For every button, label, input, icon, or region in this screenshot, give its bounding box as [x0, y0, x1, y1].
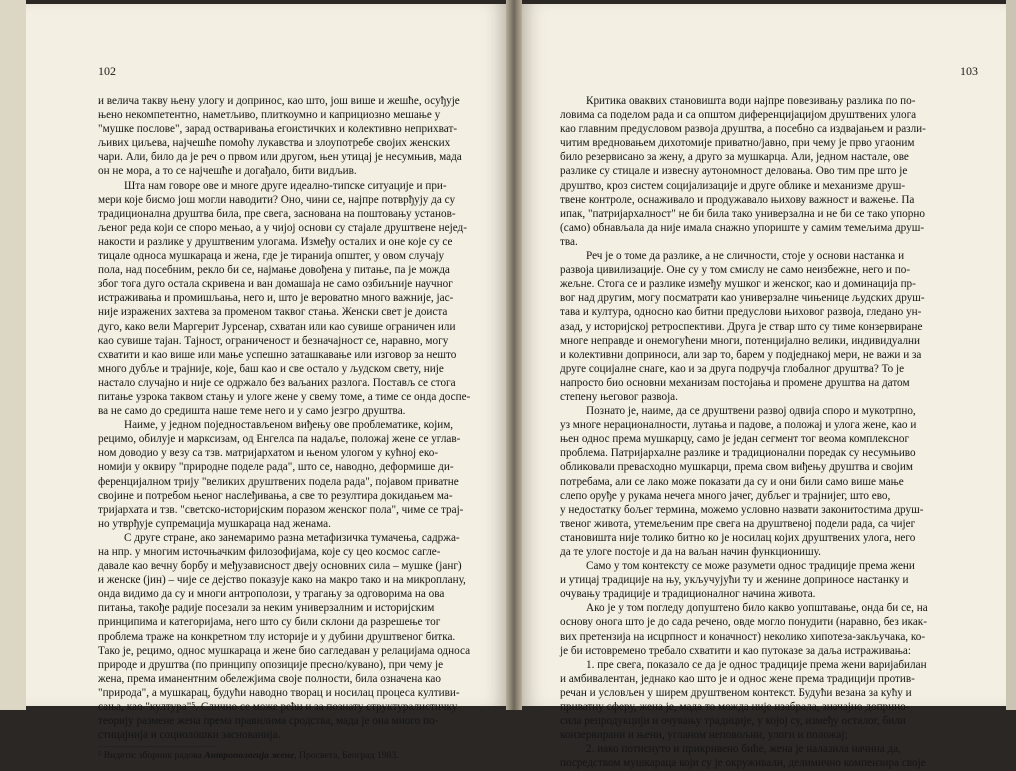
text-line: је би истовремено требало схватити и као путоказе за даља истраживања:	[560, 644, 911, 657]
text-line: њен однос према мушкарцу, само је један сегмент тог веома комплексног	[560, 433, 910, 446]
text-line: сила репродукцији и очувању традиције, у којој су, између осталог, били	[560, 715, 906, 728]
text-line: степену његовог развоја.	[560, 390, 678, 403]
text-line: давале као вечну борбу и међузависност двеју основних сила – мушке (јанг)	[98, 560, 462, 573]
text-line: друге социјалне снаге, као и за друга подручја глобалног друштва? То је	[560, 362, 905, 375]
right-page	[522, 4, 1006, 770]
text-line: становишта није толико битно ко је носилац којих друштвених улога, него	[560, 531, 916, 544]
text-line: конзервирани и њени, угланом неповољни, улоги и положај;	[560, 729, 848, 742]
text-line: тва.	[560, 235, 578, 248]
text-line: ловима са поделом рада и са општом диференцијацијом друштвених улога	[560, 109, 917, 122]
right-page-text	[560, 94, 978, 771]
text-line: основу онога што је до сада речено, овде могло понудити (наравно, без икак-	[560, 616, 927, 629]
text-line: Наиме, у једном поједностављеном виђењу ове проблематике, којим,	[124, 419, 454, 432]
book-gutter	[506, 0, 522, 710]
text-line: сања, као "култура"⁵. Слично се може рећи и за познату структуралистичку	[98, 701, 458, 714]
text-line: љеног реда који се споро мењао, а у чијој основи су стајале друштвене неjед-	[98, 221, 467, 234]
text-line: схватити и као више или мање успешно заташкавање или изговор за нешто	[98, 348, 457, 361]
text-line: (само) обнављала да није имала снажно упориште у самим темељима друш-	[560, 221, 925, 234]
page-stack-edge-left	[0, 0, 26, 710]
footnote-suffix: , Просвета, Београд 1983.	[294, 750, 399, 762]
text-line: и колективни доприноси, али зар то, барем у подједнакој мери, не важи и за	[560, 348, 922, 361]
text-line: проблема. Патријархалне разлике и традиционални поредак су несумњиво	[560, 447, 916, 460]
text-line: Шта нам говоре ове и многе друге идеално-типске ситуације и при-	[124, 179, 447, 192]
text-line: дуго, како вели Маргерит Јурсенар, схватан или као сувише ограничен или	[98, 320, 456, 333]
text-line: стицајнија и социолошки заснованија.	[98, 729, 281, 742]
text-line: Критика оваквих становишта води најпре повезивању разлика по по-	[586, 95, 916, 107]
page-stack-edge-right	[1006, 0, 1016, 710]
text-line: љивих циљева, најчешће помоћу лукавства и злоупотребе својих женских	[98, 137, 451, 150]
text-line: мери које бисмо још могли наводити? Оно, чини се, најпре потврђују да су	[98, 193, 456, 206]
text-line: посредством мушкараца који су је окруживали, делимично компензира своје	[560, 757, 926, 770]
text-line: настало случајно и није се одржало без ваљаних разлога. Постављ се стога	[98, 376, 456, 389]
text-line: азад, у историјској ретроспективи. Друга је ствар што су тиме конзервиране	[560, 320, 923, 333]
text-line: као сувише тајан. Тајност, ограниченост и безначајност се, наравно, могу	[98, 334, 449, 347]
text-line: ва не само до средишта наше теме него и у само језгро друштва.	[98, 405, 406, 418]
text-line: обликовали превасходно мушкарци, према свом виђењу друштва и својим	[560, 461, 913, 474]
text-line: жена, према иманентним обележјима своје полности, била означена као	[98, 672, 441, 685]
text-line: пола, над посебним, рекло би се, најмање довођена у питање, па је можда	[98, 264, 450, 277]
text-line: вих претензија на исцрпност и коначност) неколико хипотеза-закључака, ко-	[560, 630, 926, 643]
text-line: теорију размене жена према правилима сродства, мада је она много по-	[98, 715, 439, 728]
text-line: питања, такође радије посезали за неким универзалним и историјским	[98, 602, 435, 615]
text-line: и велича такву њену улогу и допринос, као што, још више и жешће, осуђује	[98, 95, 460, 107]
text-line: ипак, "патријархалност" не би била тако универзална и не би се тако упорно	[560, 207, 925, 220]
text-line: "природа", а мушкарац, будући наводно творац и носилац процеса култиви-	[98, 686, 460, 699]
text-line: накости и разлике у друштвеним улогама. Између осталих и оне које су се	[98, 235, 453, 248]
text-line: ном доводио у везу са тзв. матријархатом и њеном улогом у кућној еко-	[98, 447, 439, 460]
text-line: но утврђује супремација мушкараца над женама.	[98, 517, 331, 530]
footnote-title: Антропологија жене	[204, 750, 295, 762]
text-line: Познато је, наиме, да се друштвени развој одвија споро и мукотрпно,	[586, 405, 916, 418]
left-page-text	[98, 94, 496, 762]
text-line: тријархата и тзв. "светско-историјским поразом женског пола", чиме се трај-	[98, 503, 464, 516]
footnote-prefix: Видети: зборник радова	[103, 750, 202, 762]
text-line: традиционална друштва била, пре свега, заснована на поштовању установ-	[98, 207, 456, 220]
text-line: С друге стране, ако занемаримо разна метафизичка тумачења, садржа-	[124, 531, 460, 544]
text-line: потребама, али се лако може показати да су и они били само више мање	[560, 475, 904, 488]
text-line: рецимо, обилује и марксизам, од Енгелса па надаље, положај жене се углав-	[98, 433, 461, 446]
text-line: због тога дуго остала скривена и ван домашаја не само озбиљније научног	[98, 278, 453, 291]
text-line: 2. иако потиснуто и прикривено биће, жена је налазила начина да,	[586, 743, 901, 756]
text-line: друштво, кроз систем социјализације и друге облике и механизме друш-	[560, 179, 906, 192]
text-line: чари. Али, било да је реч о првом или другом, њен утицај је несумњив, мада	[98, 151, 462, 164]
page-number-right: 103	[960, 64, 978, 78]
page-number-left: 102	[98, 64, 116, 78]
text-line: и женске (јин) – чије се дејство показује како на макро тако и на микроплану,	[98, 574, 466, 587]
text-line: њено некомпетентно, наметљиво, плиткоумно и каприциозно мешање у	[98, 109, 441, 122]
footnote	[98, 750, 496, 762]
text-line: твеног живота, утемељеним пре свега на друштвеној подели рада, са чијег	[560, 517, 916, 530]
text-line: истраживања и промишљања, него и, што је вероватно много важније, јас-	[98, 292, 454, 305]
footnote-rule	[98, 746, 218, 747]
text-line: многе неправде и онемогућени многи, потенцијално велики, индивидуални	[560, 334, 920, 347]
text-line: жељне. Стога се и разлике између мушког и женског, као и доминација пр-	[560, 278, 916, 291]
text-line: вог над другим, могу посматрати као универзалне чињенице људских друш-	[560, 292, 925, 305]
text-line: и амбивалентан, једнако као што је и однос жене према традицији против-	[560, 672, 915, 685]
text-line: као главним предусловом развоја друштва, а посебно са издвајањем и разли-	[560, 123, 926, 136]
text-line: онда видимо да су и многи антрополози, у трагању за одговорима на ова	[98, 588, 445, 601]
text-line: 1. пре свега, показало се да је однос традиције према жени варијабилан	[586, 658, 927, 671]
left-page	[26, 4, 506, 762]
text-line: уз многе нерационалности, лутања и падове, а положај и улога жене, као и	[560, 419, 917, 432]
text-line: у недостатку бољег термина, можемо условно назвати законитостима друш-	[560, 503, 924, 516]
text-line: Ако је у том погледу допуштено било какво уопштавање, онда би се, на	[586, 602, 928, 615]
text-line: очувању традиције и традиционалног начина живота.	[560, 588, 816, 601]
text-line: тицале односа мушкараца и жена, где је тиранија општег, у овом случају	[98, 250, 445, 263]
text-line: Реч је о томе да разлике, а не сличности, стоје у основи настанка и	[586, 250, 905, 263]
text-line: речан и условљен у ширем друштвеном контекст. Будући везана за кућу и	[560, 686, 912, 699]
text-line: номији у оквиру "природне поделе рада", што се, наводно, деформише ди-	[98, 461, 454, 474]
text-line: ференцијалном трију "великих друштвених подела рада", појавом приватне	[98, 475, 459, 488]
text-line: Само у том контексту се може разумети однос традиције према жени	[586, 560, 915, 573]
text-line: природе и друштва (по принципу опозиције пресно/кувано), при чему је	[98, 658, 444, 671]
text-line: много дубље и трајније, које, баш као и све остало у људском свету, није	[98, 362, 444, 375]
text-line: на нпр. у многим источњачким филозофијама, које су цео космос сагле-	[98, 546, 441, 558]
text-line: разлике су стицале и извесну аутономност деловања. Ово тим пре што је	[560, 165, 908, 178]
text-line: слепо оруђе у рукама нечега много јачег, дубљег и трајнијег, што ево,	[560, 489, 891, 502]
text-line: није изражених захтева за променом таквог стања. Женски свет је доиста	[98, 306, 448, 319]
text-line: приватну сферу, жена је, мада то можда није изабрала, значајно доприно-	[560, 701, 910, 714]
text-line: твене контроле, оснаживало и продужавало њихову важност и важење. Па	[560, 193, 915, 206]
text-line: било резервисано за жену, а друго за мушкарца. Али, једном настале, ове	[560, 151, 909, 164]
text-line: читим вредновањем дихотомије приватно/јавно, при чему је прво угаоним	[560, 137, 915, 150]
text-line: питање узрока таквом стању и улоге жене у свему томе, а тиме се онда доспе-	[98, 390, 471, 403]
text-line: развоја цивилизације. Оне су у том смислу не само неизбежне, него и по-	[560, 264, 911, 277]
text-line: он не мора, а то се најчешће и догађало, бити видљив.	[98, 165, 357, 178]
text-line: својине и потребом њеног наслеђивања, а све то резултира докидањем ма-	[98, 489, 453, 502]
text-line: да те улоге постоје и да на ваљан начин функционишу.	[560, 546, 821, 558]
text-line: проблема траже на конкретном тлу историје и у дубини друштвеног битка.	[98, 630, 456, 643]
text-line: тава и култура, односно као битни предуслови њиховог развоја, гледано ун-	[560, 306, 922, 319]
text-line: "мушке послове", зарад остваривања егоистичких и колективно неприхват-	[98, 123, 458, 136]
footnote-mark: ⁵	[98, 750, 102, 762]
text-line: напросто био основни механизам постојања и промене друштва на датом	[560, 376, 910, 389]
text-line: Тако је, рецимо, однос мушкараца и жене био сагледаван у релацијама односа	[98, 644, 471, 657]
text-line: принципима и категоријама, него што су били склони да разрешење тог	[98, 616, 441, 629]
text-line: и утицај традиције на њу, укључујући ту и женине доприносе настанку и	[560, 574, 909, 587]
